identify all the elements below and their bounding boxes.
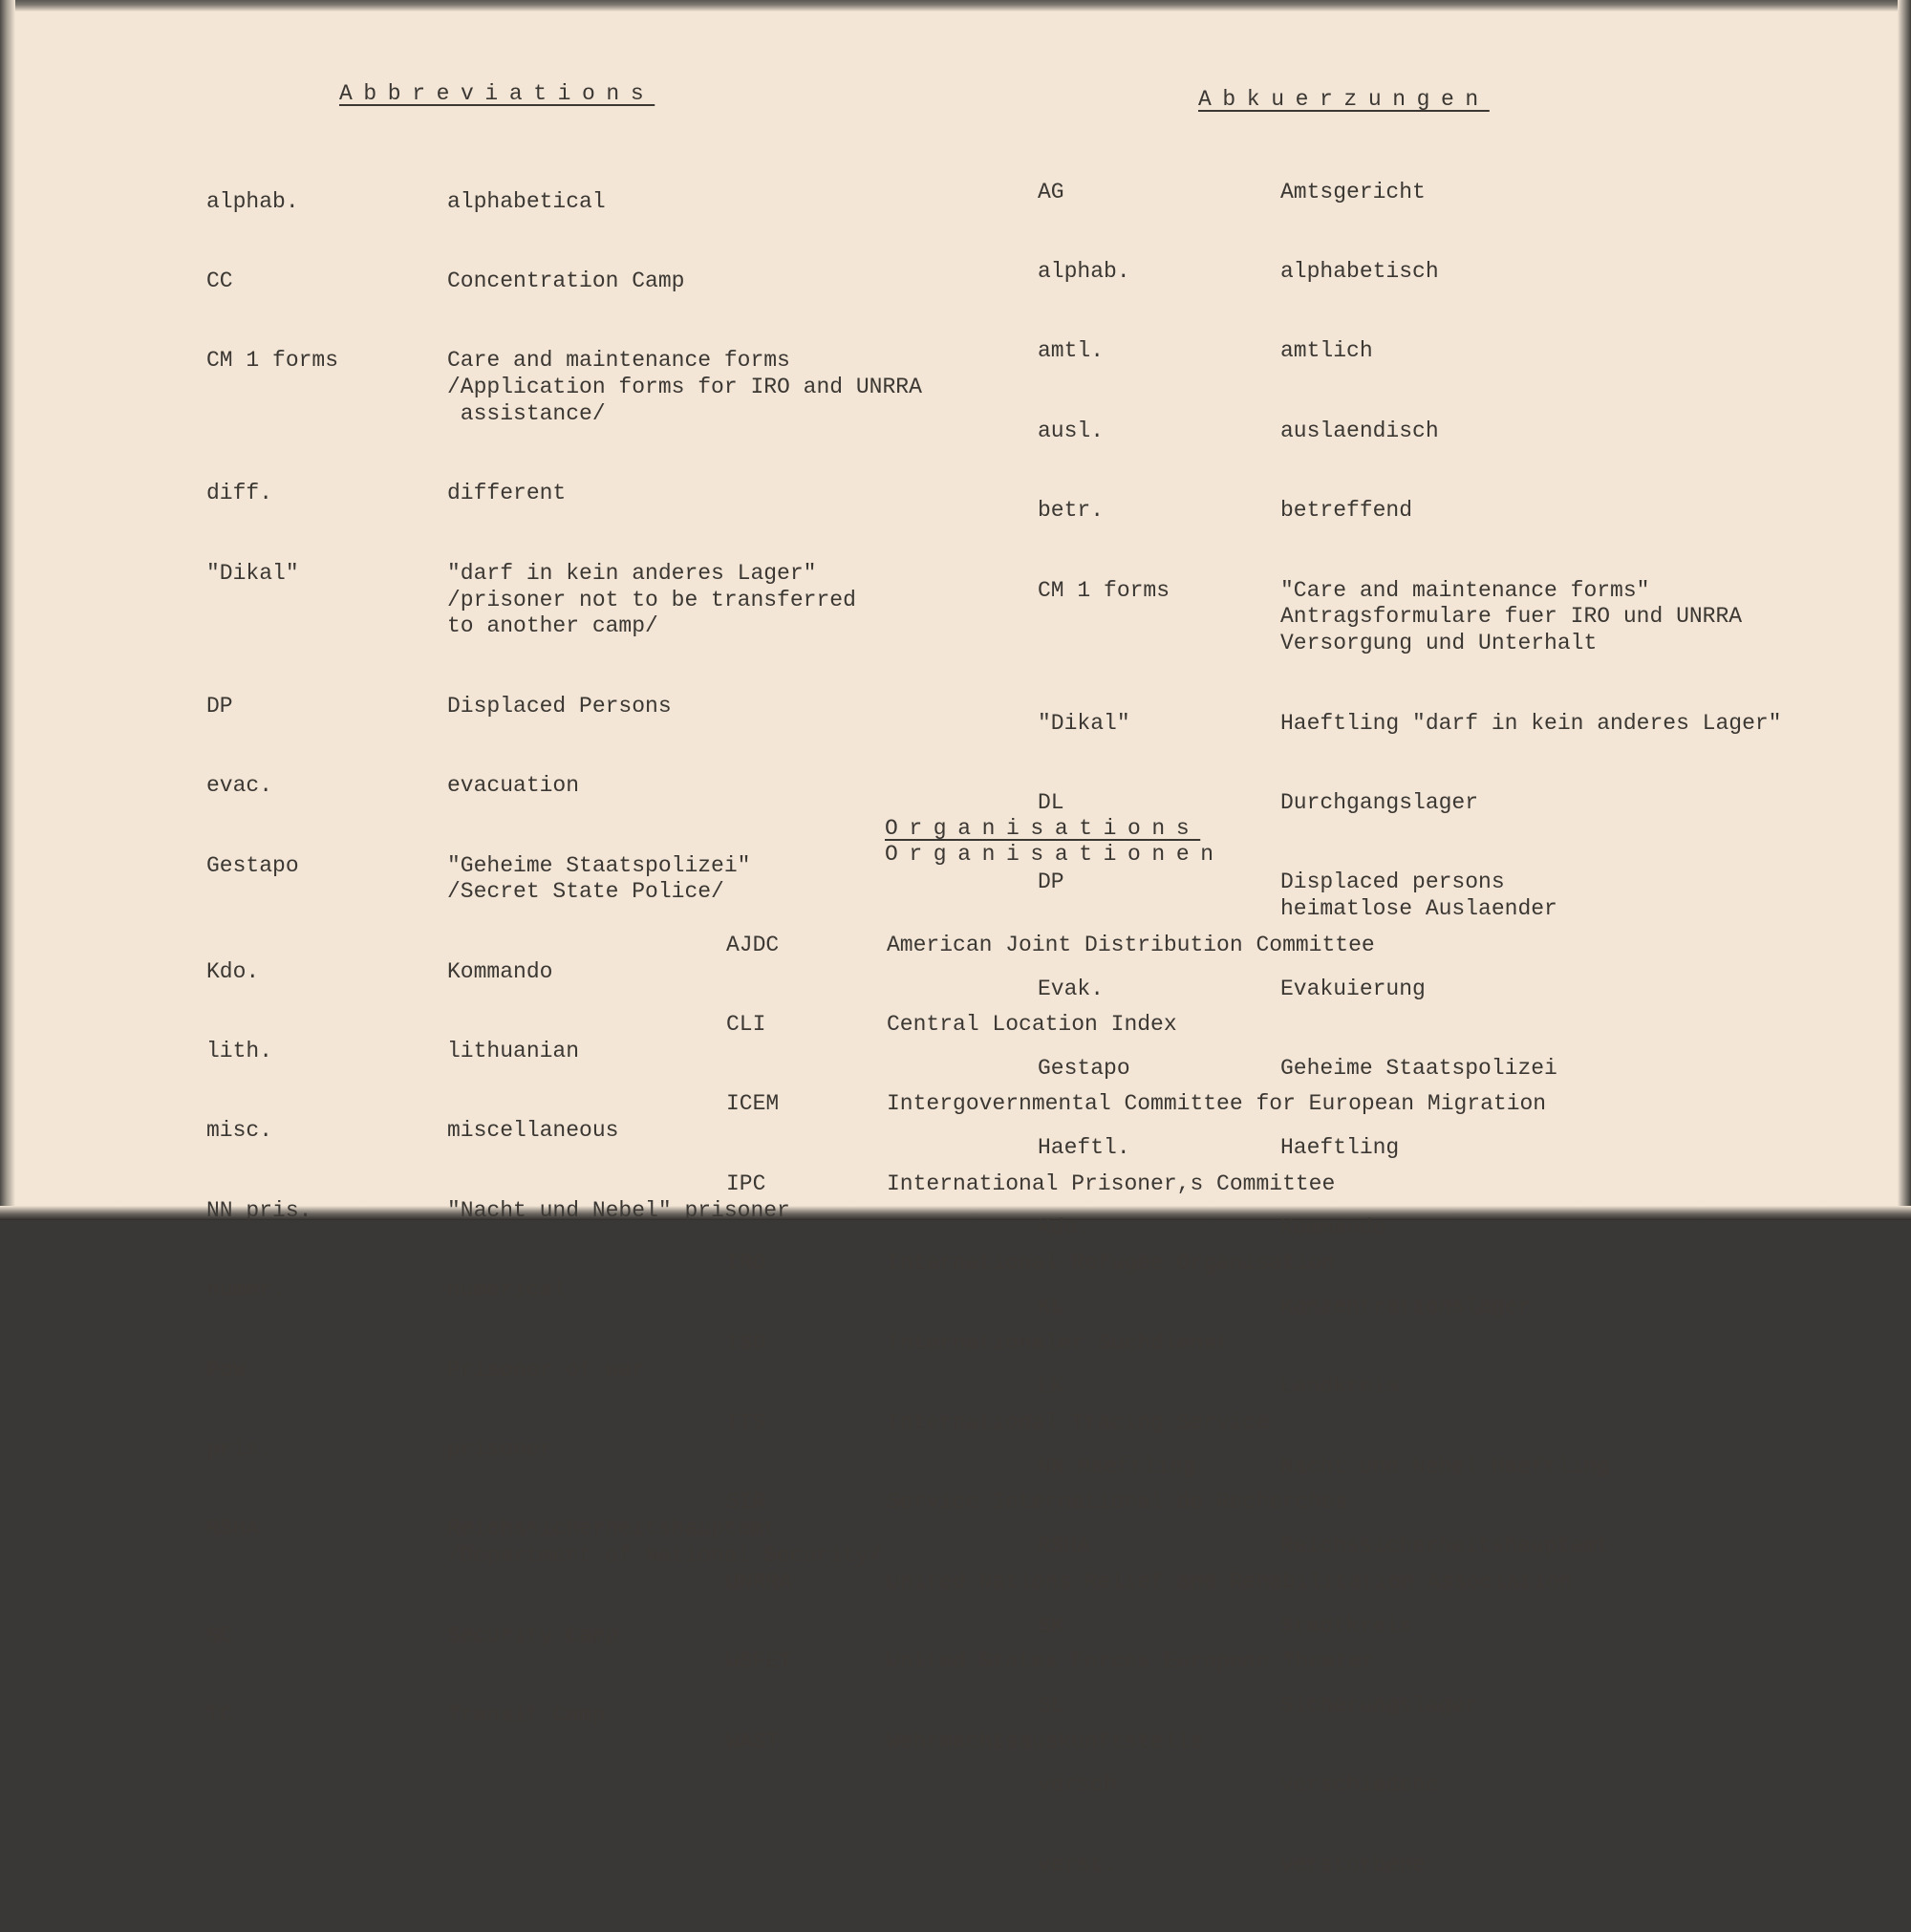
abkuerzung-term: KL [1038, 1295, 1064, 1320]
abbreviation-term: PoW [206, 1357, 247, 1383]
abkuerzung-term: NN Haeftling [1038, 1453, 1196, 1479]
abkuerzung-term: Evak. [1038, 976, 1105, 1001]
abbreviation-term: Gestapo [206, 852, 299, 878]
abkuerzung-meaning: verschiedene [1280, 1772, 1439, 1798]
abkuerzung-meaning: verstorbene [1280, 1852, 1426, 1878]
abkuerzung-term: amtl. [1038, 338, 1105, 364]
organisations-heading: Organisations [885, 816, 1201, 841]
abkuerzung-term: SK [1038, 1613, 1064, 1639]
abbreviation-meaning: Transit Camp [447, 1703, 606, 1728]
organisation-name: United States Forces European Theater [887, 1649, 1375, 1675]
abbreviation-meaning: Security Camp [447, 1622, 619, 1648]
abbreviation-term: CC [206, 268, 233, 293]
organisation-abbr: AJDC [726, 932, 780, 957]
abbreviation-meaning: "darf in kein anderes Lager" /prisoner not to be transferred to another camp/ [447, 560, 856, 639]
abkuerzung-meaning: Konzentrationslager [1280, 1295, 1532, 1320]
scan-edge-right [1898, 0, 1911, 1220]
abkuerzung-meaning: Evakuierung [1280, 976, 1426, 1001]
abkuerzung-meaning: Amtsgericht [1280, 179, 1426, 204]
abbreviation-term: TC [206, 1703, 233, 1728]
abbreviation-meaning: different [447, 481, 567, 506]
abbreviation-meaning: miscellaneous [447, 1118, 619, 1144]
abkuerzung-meaning: Durchgangslager [1280, 789, 1479, 815]
abbreviation-meaning: "Geheime Staatspolizei" /Secret State Police/ [447, 852, 751, 905]
abbreviation-meaning: numerical [447, 1277, 567, 1303]
organisation-name: International Prisoner,s Committee [887, 1170, 1336, 1196]
abkuerzung-meaning: Stadtkreis [1280, 1613, 1413, 1639]
abkuerzung-term: SL [1038, 1693, 1064, 1719]
abkuerzung-meaning: betreffend [1280, 498, 1413, 524]
abkuerzung-meaning: Sicherungslager [1280, 1693, 1479, 1719]
abkuerzungen-heading: Abkuerzungen [1198, 87, 1490, 112]
organisation-abbr: CLI [726, 1011, 766, 1037]
abkuerzung-meaning: amtlich [1280, 338, 1373, 364]
abkuerzung-meaning: Kommando [1280, 1214, 1386, 1240]
organisation-abbr: IRO [726, 1251, 766, 1277]
abbreviation-meaning: lithuanian [447, 1039, 580, 1064]
abkuerzung-term: RSHA [1038, 1534, 1091, 1559]
abbreviation-term: numer. [206, 1277, 286, 1303]
abbreviation-term: "Dikal" [206, 560, 299, 586]
abkuerzung-term: AG [1038, 179, 1064, 204]
organisation-name: International Refugee Organisation [887, 1251, 1336, 1277]
abkuerzung-term: alphab. [1038, 258, 1130, 284]
organisation-name: Internationaler Suchdienst [887, 1330, 1230, 1356]
organisation-abbr: UNRRA [726, 1569, 793, 1595]
abbreviation-term: pris. [206, 1437, 273, 1463]
abbreviation-term: NN pris. [206, 1197, 312, 1223]
abbreviation-meaning: Prisoner of war [447, 1357, 646, 1383]
organisation-name: United Nations Relief and Rehabilitation Association [887, 1569, 1573, 1595]
organisation-name: Intergovernmental Committee for European Migration [887, 1091, 1547, 1117]
abkuerzung-term: DL [1038, 789, 1064, 815]
abbreviation-term: CM 1 forms [206, 348, 339, 374]
abbreviation-term: Kdo. [206, 958, 260, 984]
abbreviation-term: alphab. [206, 188, 299, 214]
abkuerzung-meaning: alphabetisch [1280, 258, 1439, 284]
abbreviation-meaning: Reichssicherheitshauptamt /Department of National Security/ [447, 1516, 883, 1569]
abbreviations-heading: Abbreviations [339, 81, 655, 106]
abkuerzung-term: ausl. [1038, 418, 1105, 443]
abbreviation-meaning: evacuation [447, 773, 580, 799]
scan-edge-left [0, 0, 15, 1220]
abbreviations-meaning-column [447, 136, 922, 1782]
abbreviation-meaning: "Nacht und Nebel" prisoner [447, 1197, 790, 1223]
abbreviation-meaning: prisoner [447, 1437, 553, 1463]
abkuerzung-term: betr. [1038, 498, 1105, 524]
abkuerzung-meaning: auslaendisch [1280, 418, 1439, 443]
abbreviation-meaning: Care and maintenance forms /Application forms for IRO and UNRRA assistance/ [447, 348, 922, 426]
abkuerzung-meaning: "Care and maintenance forms" Antragsformulare fuer IRO und UNRRA Versorgung und Unterhalt [1280, 577, 1743, 656]
organisations-abbr-column [726, 879, 792, 1809]
abkuerzung-term: DP [1038, 869, 1064, 895]
abbreviations-abbr-column [206, 136, 338, 1782]
abkuerzung-meaning: Nacht und Nebel Haeftling [1280, 1453, 1611, 1479]
organisation-abbr: SIR [726, 1490, 766, 1515]
abbreviation-term: RSHA [206, 1516, 260, 1542]
abkuerzung-meaning: Geheime Staatspolizei [1280, 1055, 1557, 1081]
abkuerzung-meaning: Haeftling "darf in kein anderes Lager" [1280, 710, 1782, 736]
abbreviation-term: SC [206, 1622, 233, 1648]
organisations-name-column [887, 879, 1573, 1809]
abkuerzung-term: CM 1 forms [1038, 577, 1170, 603]
abkuerzung-term: LK [1038, 1374, 1064, 1400]
abkuerzung-term: Kdo. [1038, 1214, 1091, 1240]
abkuerzung-term: Haeftl. [1038, 1135, 1130, 1161]
abbreviation-meaning: Concentration Camp [447, 268, 685, 293]
organisation-abbr: ICEM [726, 1091, 780, 1117]
abkuerzung-term: versch. [1038, 1772, 1130, 1798]
abbreviation-meaning: Displaced Persons [447, 693, 672, 719]
abkuerzung-meaning: Haeftling [1280, 1135, 1400, 1161]
abbreviation-term: misc. [206, 1118, 273, 1144]
organisation-name: American Joint Distribution Committee [887, 932, 1375, 957]
abbreviation-term: lith. [206, 1039, 273, 1064]
organisation-name: Wehrmachtsauskunftstelle [887, 1728, 1204, 1754]
abbreviation-meaning: Kommando [447, 958, 553, 984]
abkuerzung-meaning: Reichssicherheitshauptamt [1280, 1534, 1611, 1559]
organisationen-subheading: Organisationen [885, 842, 1225, 867]
abkuerzung-term: Gestapo [1038, 1055, 1130, 1081]
abbreviation-term: evac. [206, 773, 273, 799]
abbreviation-meaning: alphabetical [447, 188, 606, 214]
abkuerzung-meaning: Landkreis [1280, 1374, 1400, 1400]
abkuerzung-term: "Dikal" [1038, 710, 1130, 736]
organisation-name: International Tracing Service [887, 1409, 1270, 1435]
abbreviation-term: DP [206, 693, 233, 719]
abbreviation-term: diff. [206, 481, 273, 506]
organisation-abbr: ISD [726, 1330, 766, 1356]
organisation-abbr: ITS [726, 1409, 766, 1435]
organisation-name: Central Location Index [887, 1011, 1177, 1037]
abkuerzung-meaning: Displaced persons heimatlose Auslaender [1280, 869, 1557, 922]
organisation-abbr: USFET [726, 1649, 793, 1675]
organisation-abbr: IPC [726, 1170, 766, 1196]
scan-edge-top [0, 0, 1911, 11]
organisation-name: Service International de Recherches [887, 1490, 1349, 1515]
organisation-abbr: WAST [726, 1728, 780, 1754]
abkuerzung-term: verst. [1038, 1852, 1117, 1878]
